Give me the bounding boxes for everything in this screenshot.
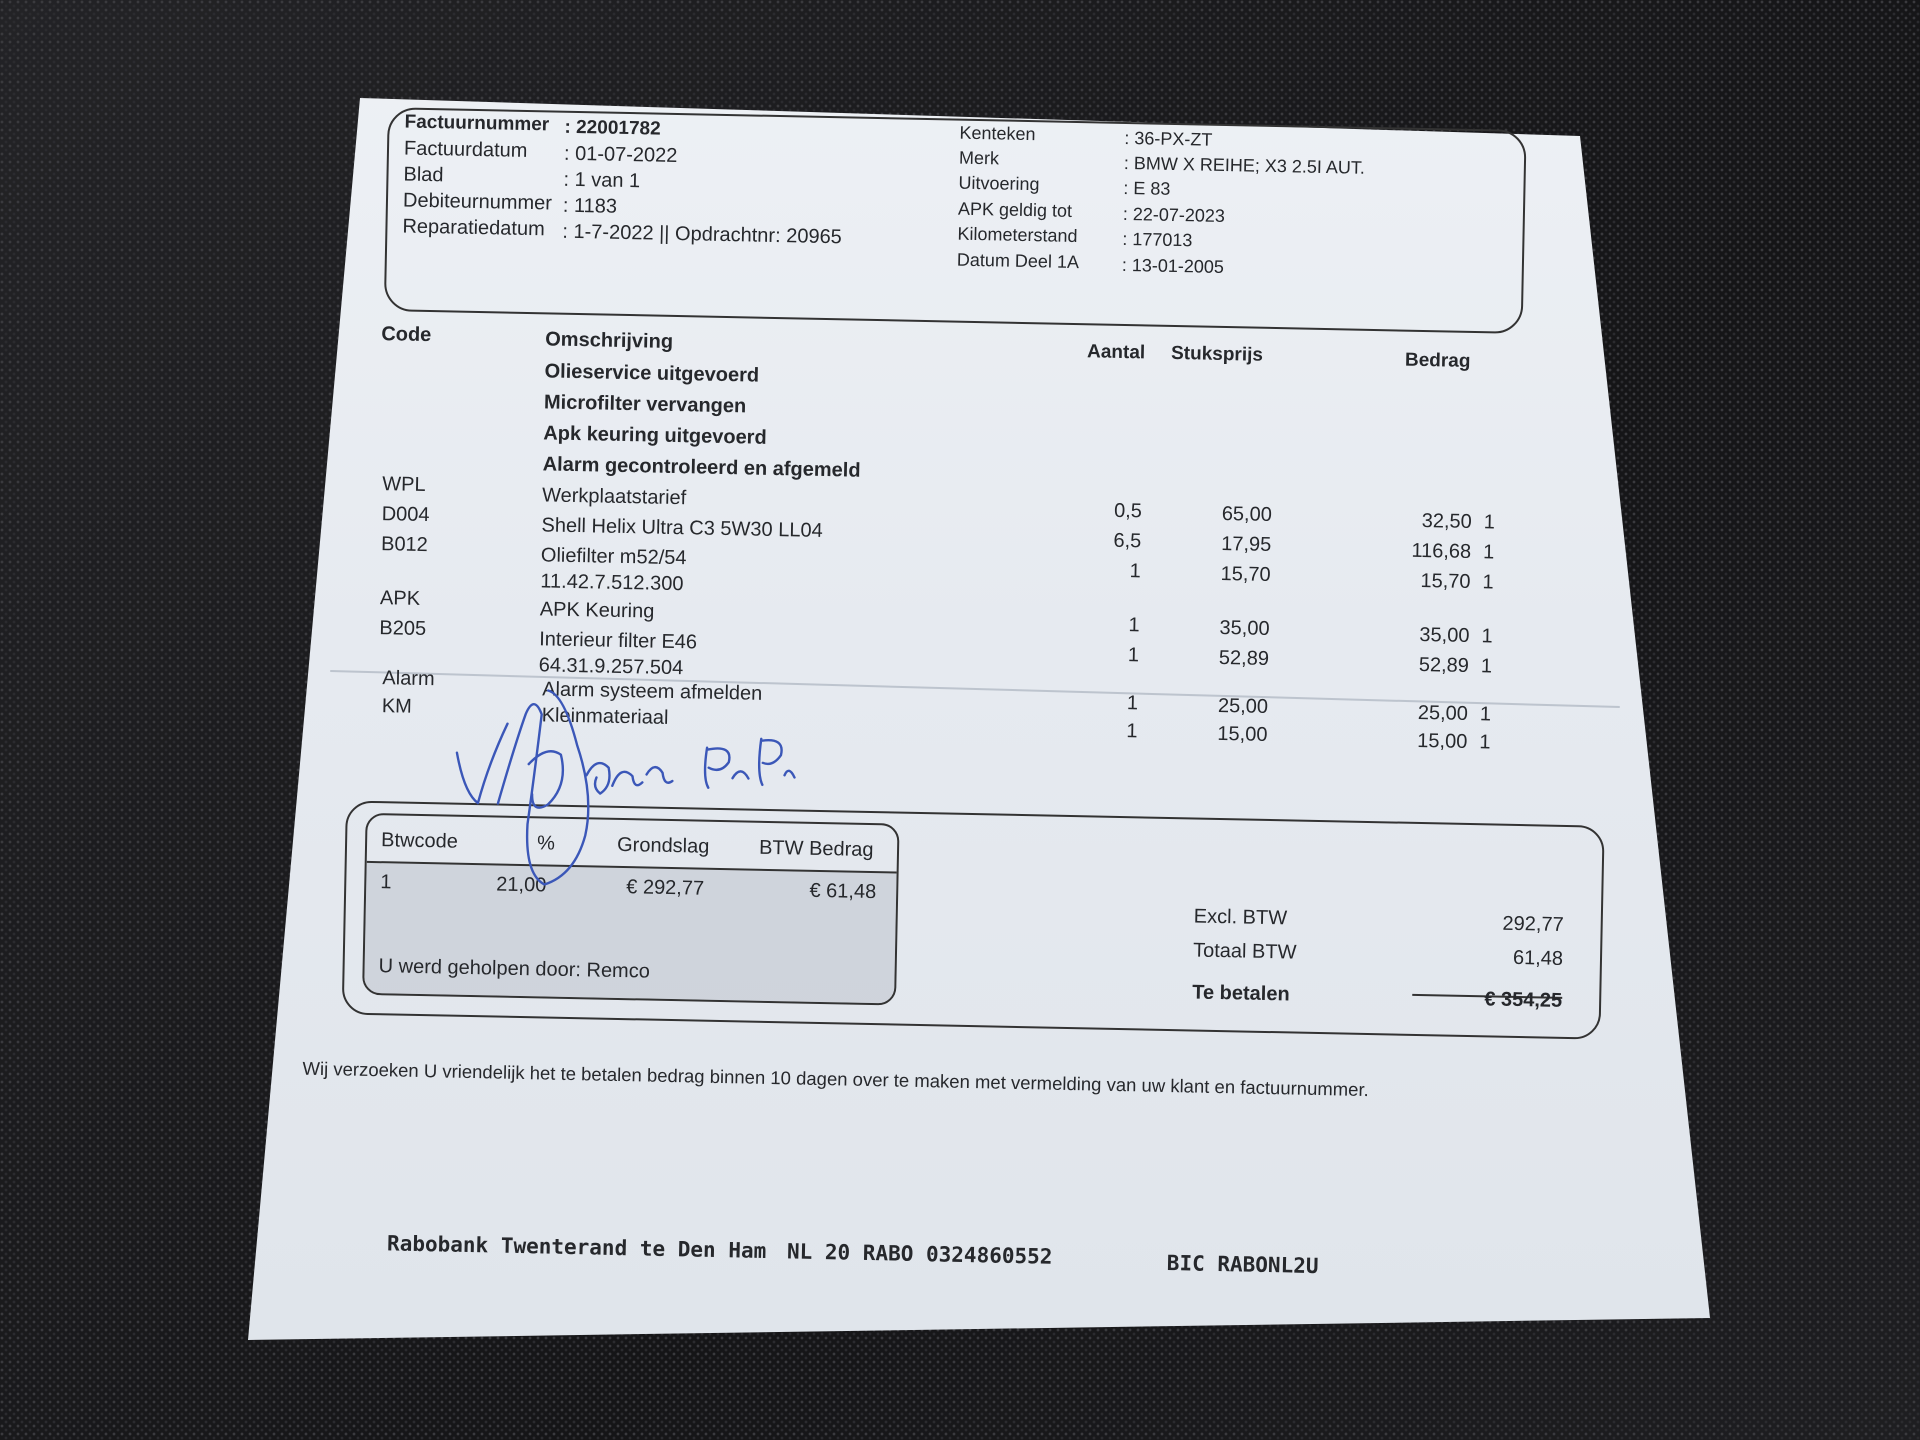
handwritten-signature	[433, 682, 798, 949]
debiteurnummer-value: : 1183	[562, 194, 618, 218]
line-quantity: 1	[1129, 560, 1141, 583]
factuurnummer-label: Factuurnummer	[404, 111, 550, 136]
line-amount: 116,68	[1411, 539, 1472, 563]
line-unit-price: 17,95	[1220, 532, 1272, 556]
reparatiedatum-value: : 1-7-2022 || Opdrachtnr: 20965	[562, 220, 843, 249]
line-description: APK Keuring	[539, 598, 655, 623]
work-note: Apk keuring uitgevoerd	[543, 422, 767, 449]
column-stuksprijs: Stuksprijs	[1170, 342, 1264, 366]
column-bedrag: Bedrag	[1404, 349, 1471, 372]
line-description: Interieur filter E46	[538, 628, 698, 654]
line-description: Oliefilter m52/54	[540, 544, 687, 570]
vat-row-base: € 292,77	[626, 876, 705, 900]
line-amount: 35,00	[1419, 623, 1470, 647]
line-description-part-number: 64.31.9.257.504	[538, 654, 684, 680]
factuurdatum-label: Factuurdatum	[403, 137, 528, 162]
line-vat-code: 1	[1481, 625, 1493, 648]
line-description: Alarm systeem afmelden	[541, 678, 763, 705]
line-quantity: 0,5	[1113, 499, 1143, 523]
line-amount: 15,00	[1417, 729, 1468, 753]
line-amount: 25,00	[1417, 701, 1469, 725]
column-aantal: Aantal	[1086, 341, 1146, 364]
merk-value: : BMW X REIHE; X3 2.5I AUT.	[1123, 152, 1366, 178]
uitvoering-label: Uitvoering	[958, 172, 1040, 195]
line-description: Kleinmateriaal	[541, 704, 669, 729]
line-vat-code: 1	[1483, 511, 1496, 534]
blad-value: : 1 van 1	[563, 168, 641, 193]
excl-btw-value: 292,77	[1502, 912, 1564, 936]
line-quantity: 1	[1126, 692, 1139, 715]
te-betalen-label: Te betalen	[1192, 981, 1290, 1006]
invoice-document	[302, 100, 1630, 1366]
line-code: APK	[379, 587, 421, 610]
line-code: WPL	[382, 473, 426, 496]
line-code: D004	[381, 503, 430, 527]
vat-header-amount: BTW Bedrag	[758, 836, 874, 862]
line-description: Werkplaatstarief	[541, 484, 687, 510]
line-vat-code: 1	[1479, 731, 1491, 754]
factuurdatum-value: : 01-07-2022	[563, 142, 678, 167]
line-unit-price: 15,00	[1217, 722, 1268, 746]
line-code: KM	[381, 695, 413, 718]
line-code: Alarm	[382, 667, 435, 691]
line-unit-price: 15,70	[1220, 562, 1271, 586]
work-note: Olieservice uitgevoerd	[544, 360, 760, 387]
line-code: B205	[379, 617, 427, 641]
payment-notice: Wij verzoeken U vriendelijk het te betalen bedrag binnen 10 dagen over te maken met vermelding van uw klant en factuurnummer.	[302, 1057, 1369, 1101]
work-note: Microfilter vervangen	[543, 391, 747, 418]
bank-name: Rabobank Twenterand te Den Ham	[386, 1231, 767, 1263]
vat-header-code: Btwcode	[380, 829, 459, 853]
bank-bic: BIC RABONL2U	[1166, 1251, 1319, 1279]
line-unit-price: 35,00	[1219, 616, 1270, 640]
line-code: B012	[380, 533, 429, 557]
work-note: Alarm gecontroleerd en afgemeld	[542, 453, 861, 482]
line-vat-code: 1	[1479, 703, 1492, 726]
totaal-btw-label: Totaal BTW	[1192, 939, 1297, 964]
helped-by-text: U werd geholpen door: Remco	[378, 955, 651, 983]
datum-deel-1a-value: : 13-01-2005	[1121, 254, 1225, 277]
line-vat-code: 1	[1482, 571, 1494, 594]
datum-deel-1a-label: Datum Deel 1A	[956, 249, 1080, 273]
column-omschrijving: Omschrijving	[545, 328, 674, 353]
line-unit-price: 52,89	[1218, 646, 1270, 670]
line-amount: 15,70	[1420, 569, 1471, 593]
kenteken-value: : 36-PX-ZT	[1124, 127, 1213, 150]
vat-row-amount: € 61,48	[809, 879, 877, 904]
excl-btw-label: Excl. BTW	[1193, 905, 1288, 930]
line-quantity: 1	[1127, 644, 1140, 667]
factuurnummer-value: : 22001782	[564, 116, 661, 140]
apk-label: APK geldig tot	[957, 198, 1073, 221]
vat-row-code: 1	[380, 871, 392, 894]
line-vat-code: 1	[1482, 541, 1495, 564]
te-betalen-value: € 354,25	[1484, 988, 1563, 1012]
kilometerstand-value: : 177013	[1122, 228, 1193, 251]
kilometerstand-label: Kilometerstand	[957, 223, 1078, 247]
uitvoering-value: : E 83	[1123, 177, 1171, 199]
line-vat-code: 1	[1480, 655, 1493, 678]
kenteken-label: Kenteken	[959, 122, 1036, 145]
line-description-part-number: 11.42.7.512.300	[540, 570, 684, 596]
debiteurnummer-label: Debiteurnummer	[402, 189, 553, 215]
line-unit-price: 65,00	[1221, 502, 1273, 526]
apk-value: : 22-07-2023	[1122, 203, 1226, 226]
merk-label: Merk	[958, 147, 1000, 169]
blad-label: Blad	[403, 163, 444, 187]
line-amount: 52,89	[1418, 653, 1470, 677]
reparatiedatum-label: Reparatiedatum	[402, 215, 545, 241]
vat-header-percent: %	[536, 832, 556, 855]
line-quantity: 1	[1128, 614, 1140, 637]
vat-header-base: Grondslag	[616, 833, 710, 858]
totaal-btw-value: 61,48	[1512, 946, 1564, 970]
line-description: Shell Helix Ultra C3 5W30 LL04	[541, 514, 823, 542]
column-code: Code	[381, 323, 432, 347]
line-quantity: 6,5	[1113, 529, 1142, 553]
invoice-header-box	[384, 107, 1527, 334]
line-quantity: 1	[1126, 720, 1138, 743]
line-unit-price: 25,00	[1217, 694, 1269, 718]
line-amount: 32,50	[1421, 509, 1472, 533]
bank-iban: NL 20 RABO 0324860552	[786, 1239, 1053, 1269]
vat-row-percent: 21,00	[496, 873, 547, 897]
